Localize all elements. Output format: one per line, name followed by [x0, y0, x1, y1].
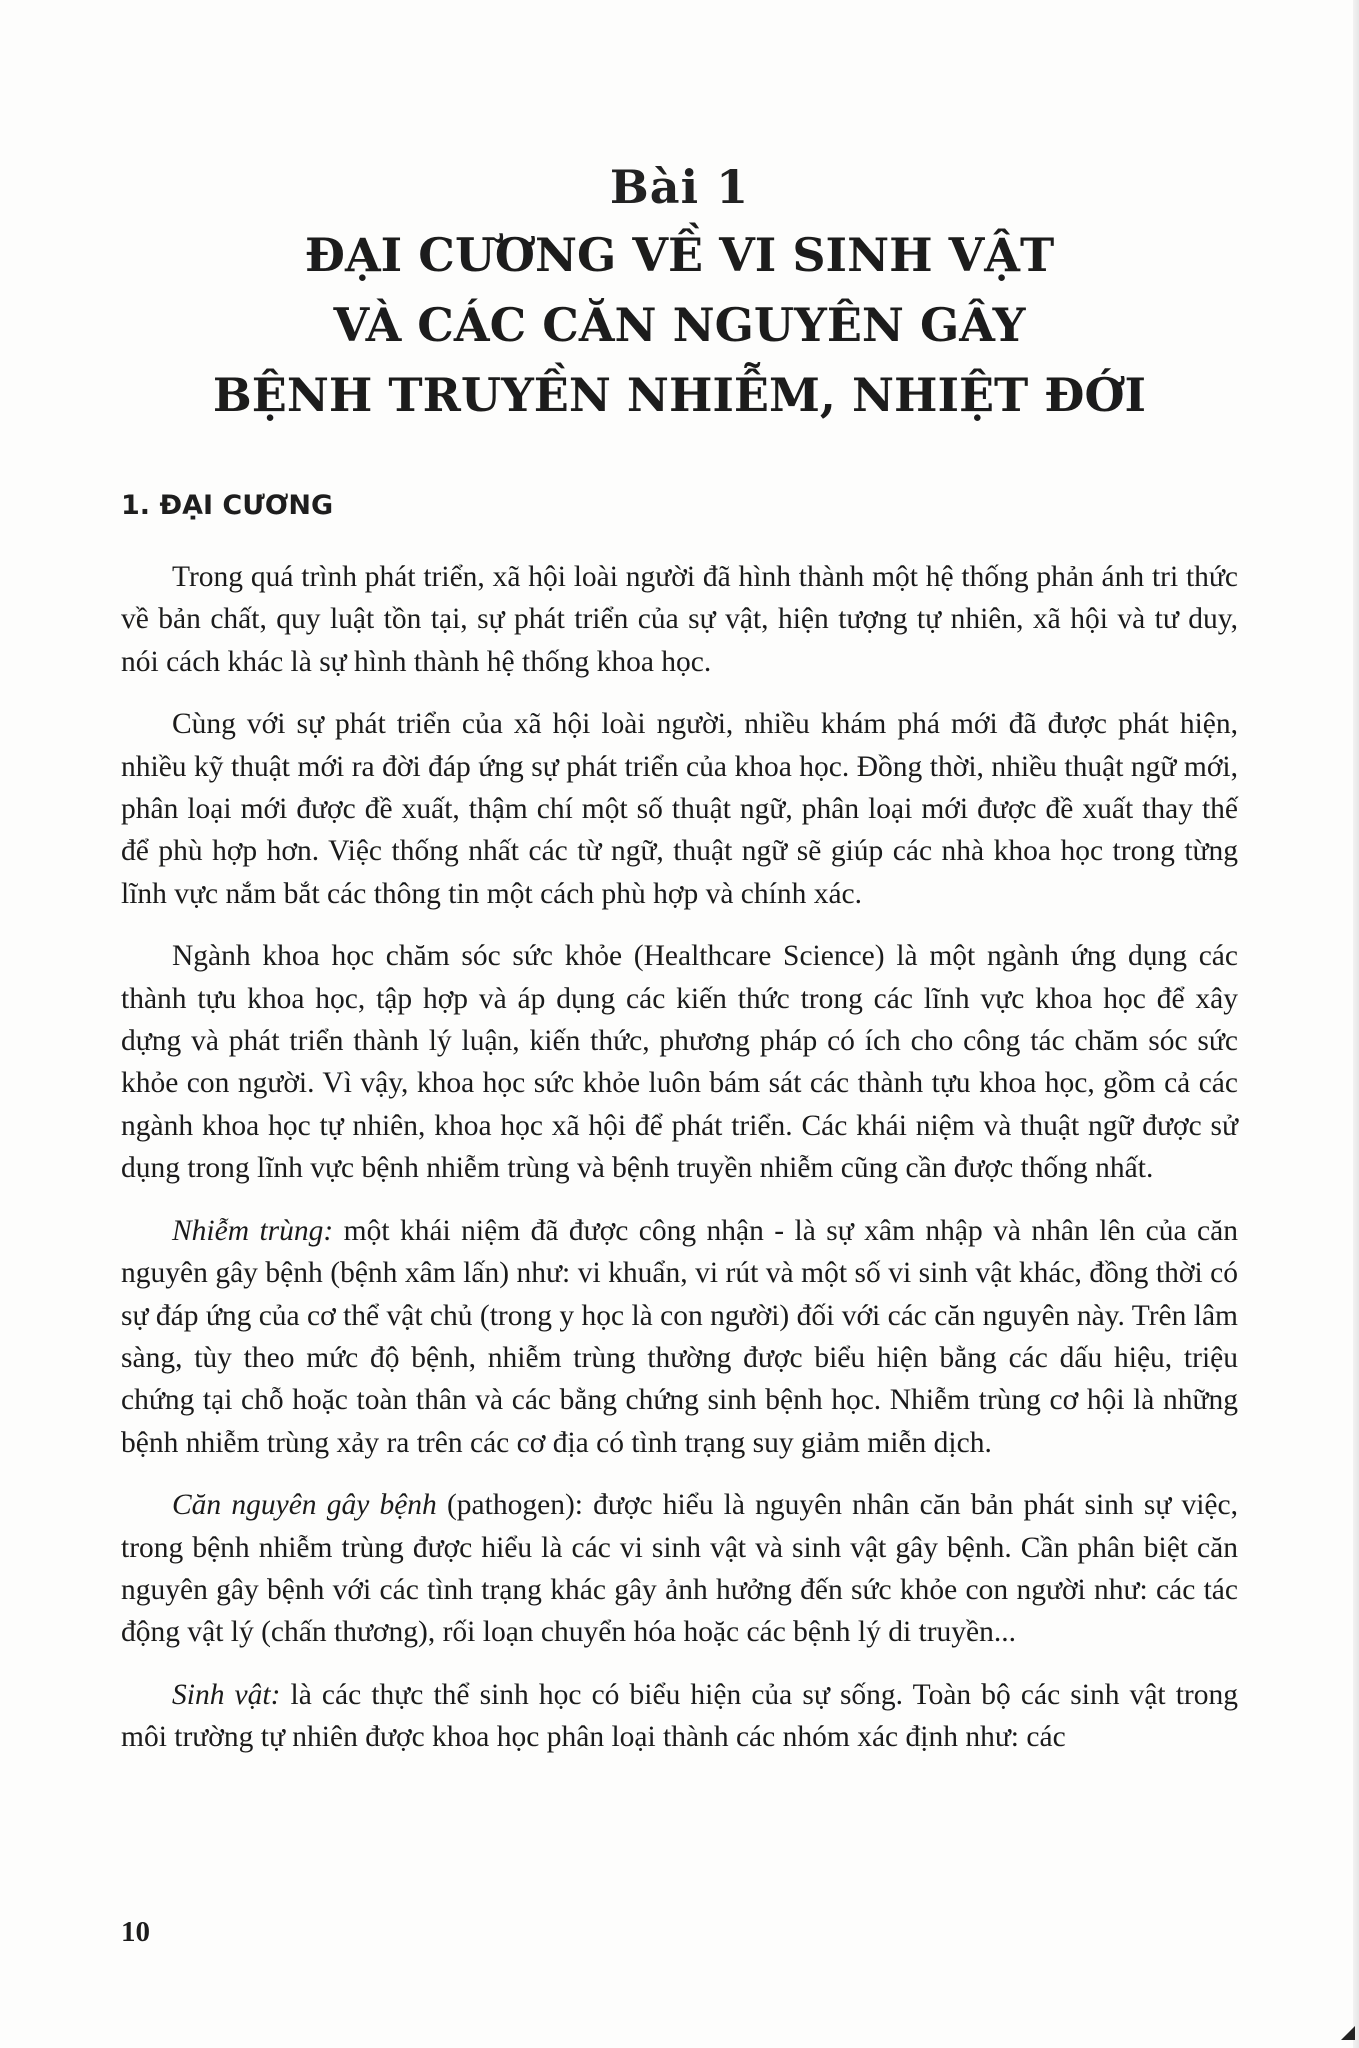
- paragraph-2: [121, 703, 1238, 915]
- page-edge-shadow: [1353, 0, 1359, 2048]
- chapter-number: Bài 1: [609, 160, 750, 214]
- corner-mark-icon: [1341, 2026, 1355, 2040]
- chapter-title-line-2: VÀ CÁC CĂN NGUYÊN GÂY: [333, 298, 1026, 352]
- paragraph-text: Cùng với sự phát triển của xã hội loài người, nhiều khám phá mới đã được phát hiện, nhiều kỹ thuật mới ra đời đáp ứng sự phát triển của khoa học. Đồng thời, nhiều thuật ngữ mới, phân loại mới được đề xuất, thậm chí một số thuật ngữ, phân loại mới được đề xuất thay thế để phù hợp hơn. Việc thống nhất các từ ngữ, thuật ngữ sẽ giúp các nhà khoa học trong từng lĩnh vực nắm bắt các thông tin một cách phù hợp và chính xác.: [121, 708, 1238, 910]
- paragraph-1: [121, 556, 1238, 683]
- page-number: 10: [121, 1916, 150, 1948]
- section-heading: 1. ĐẠI CƯƠNG: [121, 490, 334, 521]
- paragraph-6: [121, 1674, 1238, 1759]
- term-nhiem-trung: Nhiễm trùng:: [172, 1214, 334, 1247]
- chapter-title-line-1: ĐẠI CƯƠNG VỀ VI SINH VẬT: [304, 228, 1055, 282]
- paragraph-text: một khái niệm đã được công nhận - là sự xâm nhập và nhân lên của căn nguyên gây bệnh (bệnh xâm lấn) như: vi khuẩn, vi rút và một số vi sinh vật khác, đồng thời có sự đáp ứng của cơ thể vật chủ (trong y học là con người) đối với các căn nguyên này. Trên lâm sàng, tùy theo mức độ bệnh, nhiễm trùng thường được biểu hiện bằng các dấu hiệu, triệu chứng tại chỗ hoặc toàn thân và các bằng chứng sinh bệnh học. Nhiễm trùng cơ hội là những bệnh nhiễm trùng xảy ra trên các cơ địa có tình trạng suy giảm miễn dịch.: [121, 1214, 1238, 1459]
- paragraph-3: [121, 935, 1238, 1189]
- paragraph-text: là các thực thể sinh học có biểu hiện của sự sống. Toàn bộ các sinh vật trong môi trường tự nhiên được khoa học phân loại thành các nhóm xác định như: các: [121, 1678, 1238, 1754]
- paragraph-text: (pathogen): được hiểu là nguyên nhân căn bản phát sinh sự việc, trong bệnh nhiễm trùng được hiểu là các vi sinh vật và sinh vật gây bệnh. Cần phân biệt căn nguyên gây bệnh với các tình trạng khác gây ảnh hưởng đến sức khỏe con người như: các tác động vật lý (chấn thương), rối loạn chuyển hóa hoặc các bệnh lý di truyền...: [121, 1489, 1238, 1649]
- paragraph-4: [121, 1210, 1238, 1464]
- term-sinh-vat: Sinh vật:: [172, 1678, 281, 1711]
- paragraph-text: Trong quá trình phát triển, xã hội loài người đã hình thành một hệ thống phản ánh tri thức về bản chất, quy luật tồn tại, sự phát triển của sự vật, hiện tượng tự nhiên, xã hội và tư duy, nói cách khác là sự hình thành hệ thống khoa học.: [121, 561, 1238, 678]
- chapter-title: [120, 220, 1239, 430]
- chapter-title-line-3: BỆNH TRUYỀN NHIỄM, NHIỆT ĐỚI: [212, 368, 1147, 422]
- term-can-nguyen-gay-benh: Căn nguyên gây bệnh: [172, 1489, 437, 1522]
- paragraph-5: [121, 1484, 1238, 1654]
- body-text: [121, 556, 1238, 1779]
- paragraph-text: Ngành khoa học chăm sóc sức khỏe (Healthcare Science) là một ngành ứng dụng các thành tựu khoa học, tập hợp và áp dụng các kiến thức trong các lĩnh vực khoa học để xây dựng và phát triển thành lý luận, kiến thức, phương pháp có ích cho công tác chăm sóc sức khỏe con người. Vì vậy, khoa học sức khỏe luôn bám sát các thành tựu khoa học, gồm cả các ngành khoa học tự nhiên, khoa học xã hội để phát triển. Các khái niệm và thuật ngữ được sử dụng trong lĩnh vực bệnh nhiễm trùng và bệnh truyền nhiễm cũng cần được thống nhất.: [121, 940, 1238, 1185]
